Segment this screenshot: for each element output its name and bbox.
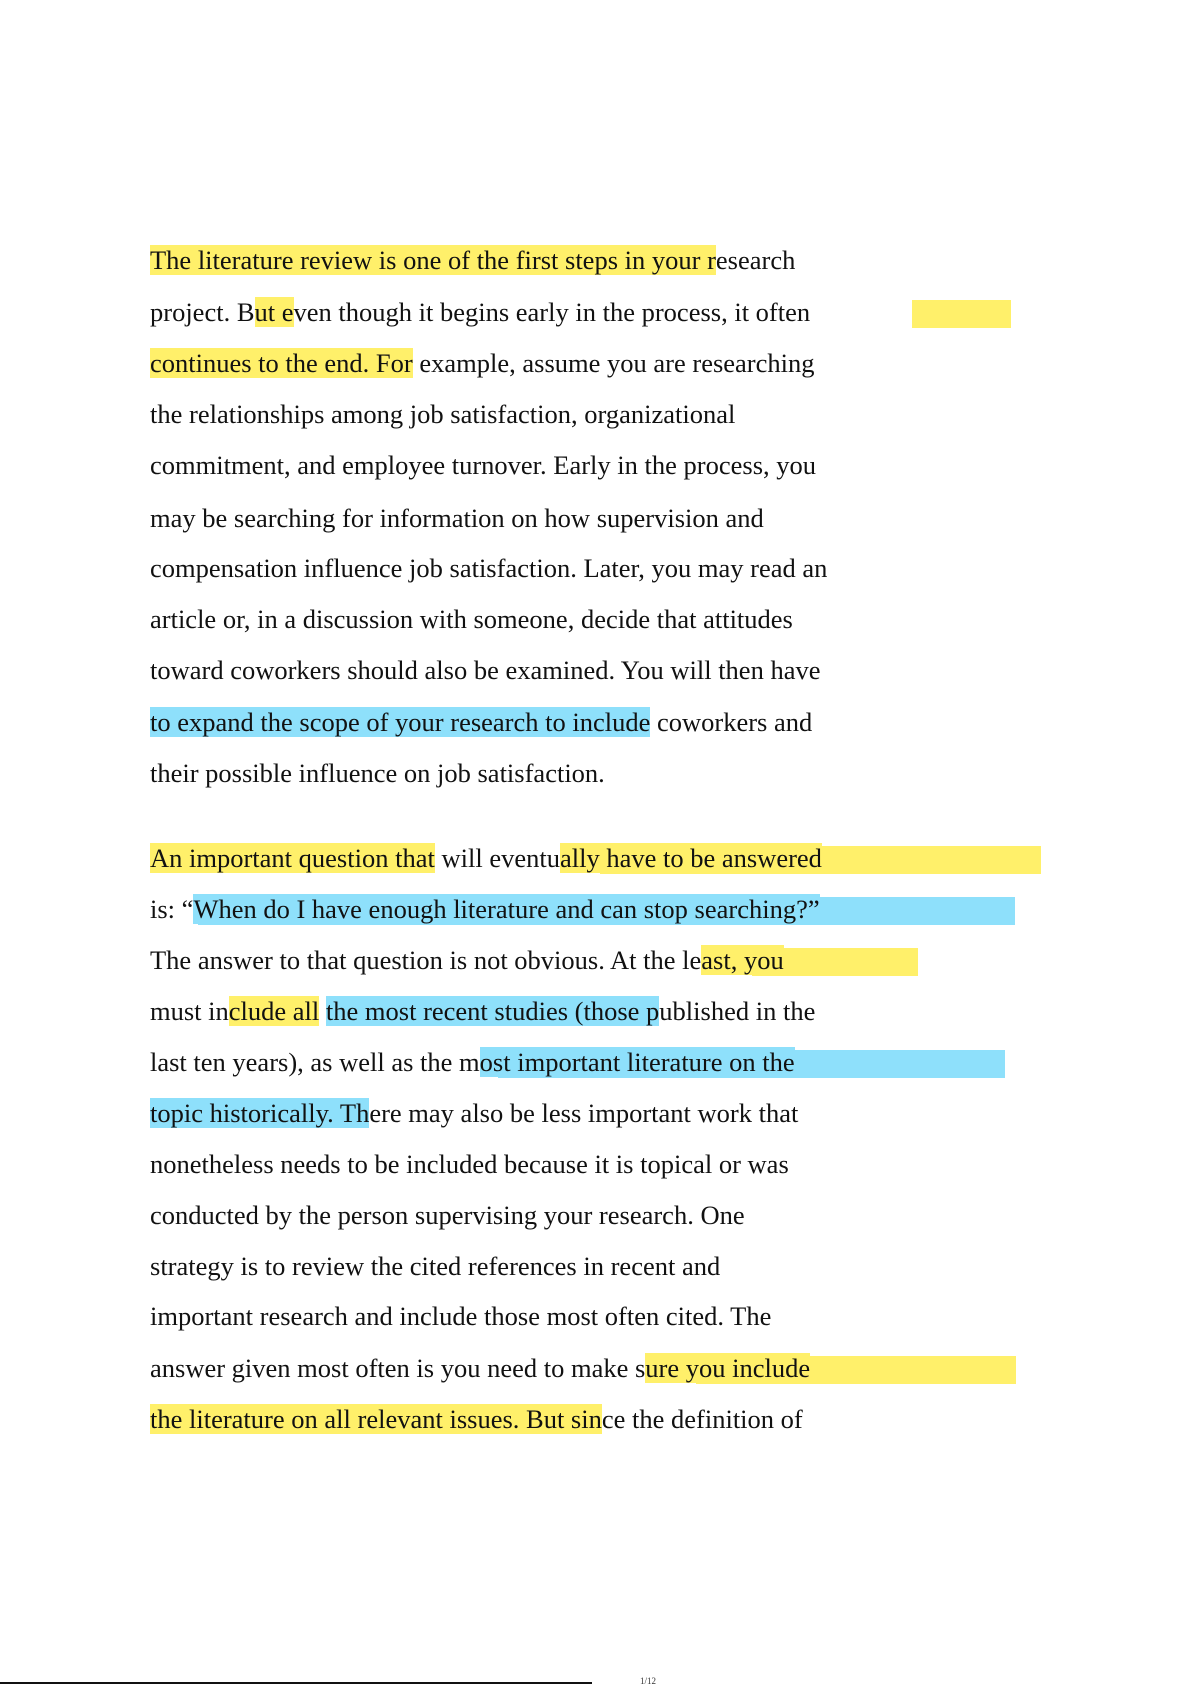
p1-line-6: may be searching for information on how supervision and — [150, 503, 764, 533]
p2-line-5: last ten years), as well as the most important literature on the — [150, 1047, 795, 1077]
p2-line-11: answer given most often is you need to make sure you include — [150, 1353, 811, 1383]
p1-line-11: their possible influence on job satisfaction. — [150, 758, 605, 788]
page-number: 1/12 — [640, 1676, 657, 1686]
p1-line-8: article or, in a discussion with someone, decide that attitudes — [150, 604, 793, 634]
p1-line-9: toward coworkers should also be examined. You will then have — [150, 655, 821, 685]
p1-line-4: the relationships among job satisfaction, organizational — [150, 399, 736, 429]
highlight-yellow[interactable]: ally have to be answered — [559, 843, 822, 873]
highlight-yellow-fragment[interactable] — [912, 300, 1011, 328]
p2-line-6: topic historically. There may also be less important work that — [150, 1098, 799, 1128]
highlight-yellow[interactable]: clude all — [228, 996, 320, 1026]
highlight-blue[interactable]: When do I have enough literature and can stop searching?” — [193, 894, 820, 924]
p2-line-3: The answer to that question is not obvious. At the least, you — [150, 945, 784, 975]
p2-line-7: nonetheless needs to be included because it is topical or was — [150, 1149, 789, 1179]
p2-line-2: is: “When do I have enough literature and can stop searching?” — [150, 894, 820, 924]
p2-line-9: strategy is to review the cited references in recent and — [150, 1251, 721, 1281]
highlight-yellow[interactable]: ut e — [254, 297, 294, 327]
highlight-blue[interactable]: topic historically. Th — [150, 1098, 370, 1128]
p2-line-12: the literature on all relevant issues. But since the definition of — [150, 1404, 803, 1434]
p1-line-3: continues to the end. For example, assume you are researching — [150, 348, 815, 378]
highlight-yellow[interactable]: The literature review is one of the first steps in your r — [150, 245, 716, 275]
highlight-yellow[interactable]: ure you include — [645, 1353, 811, 1383]
highlight-yellow[interactable]: the literature on all relevant issues. But sin — [150, 1404, 602, 1434]
p1-line-7: compensation influence job satisfaction. Later, you may read an — [150, 553, 828, 583]
highlight-blue[interactable]: the most recent studies (those p — [325, 996, 660, 1026]
footer-divider — [0, 1682, 592, 1684]
p1-line-10: to expand the scope of your research to include coworkers and — [150, 707, 813, 737]
p1-line-1: The literature review is one of the first steps in your research — [150, 245, 796, 275]
highlight-blue[interactable]: ost important literature on the — [479, 1047, 795, 1077]
p2-line-1: An important question that will eventually have to be answered — [150, 843, 822, 873]
p2-line-4: must include all the most recent studies (those published in the — [150, 996, 816, 1026]
p1-line-5: commitment, and employee turnover. Early in the process, you — [150, 450, 817, 480]
highlight-yellow[interactable]: ast, you — [701, 945, 784, 975]
highlight-yellow[interactable]: continues to the end. For — [150, 348, 413, 378]
p2-line-8: conducted by the person supervising your research. One — [150, 1200, 745, 1230]
highlight-yellow[interactable]: An important question that — [150, 843, 435, 873]
highlight-blue[interactable]: to expand the scope of your research to include — [150, 707, 651, 737]
p1-line-2: project. But even though it begins early in the process, it often — [150, 297, 811, 327]
p2-line-10: important research and include those most often cited. The — [150, 1301, 772, 1331]
